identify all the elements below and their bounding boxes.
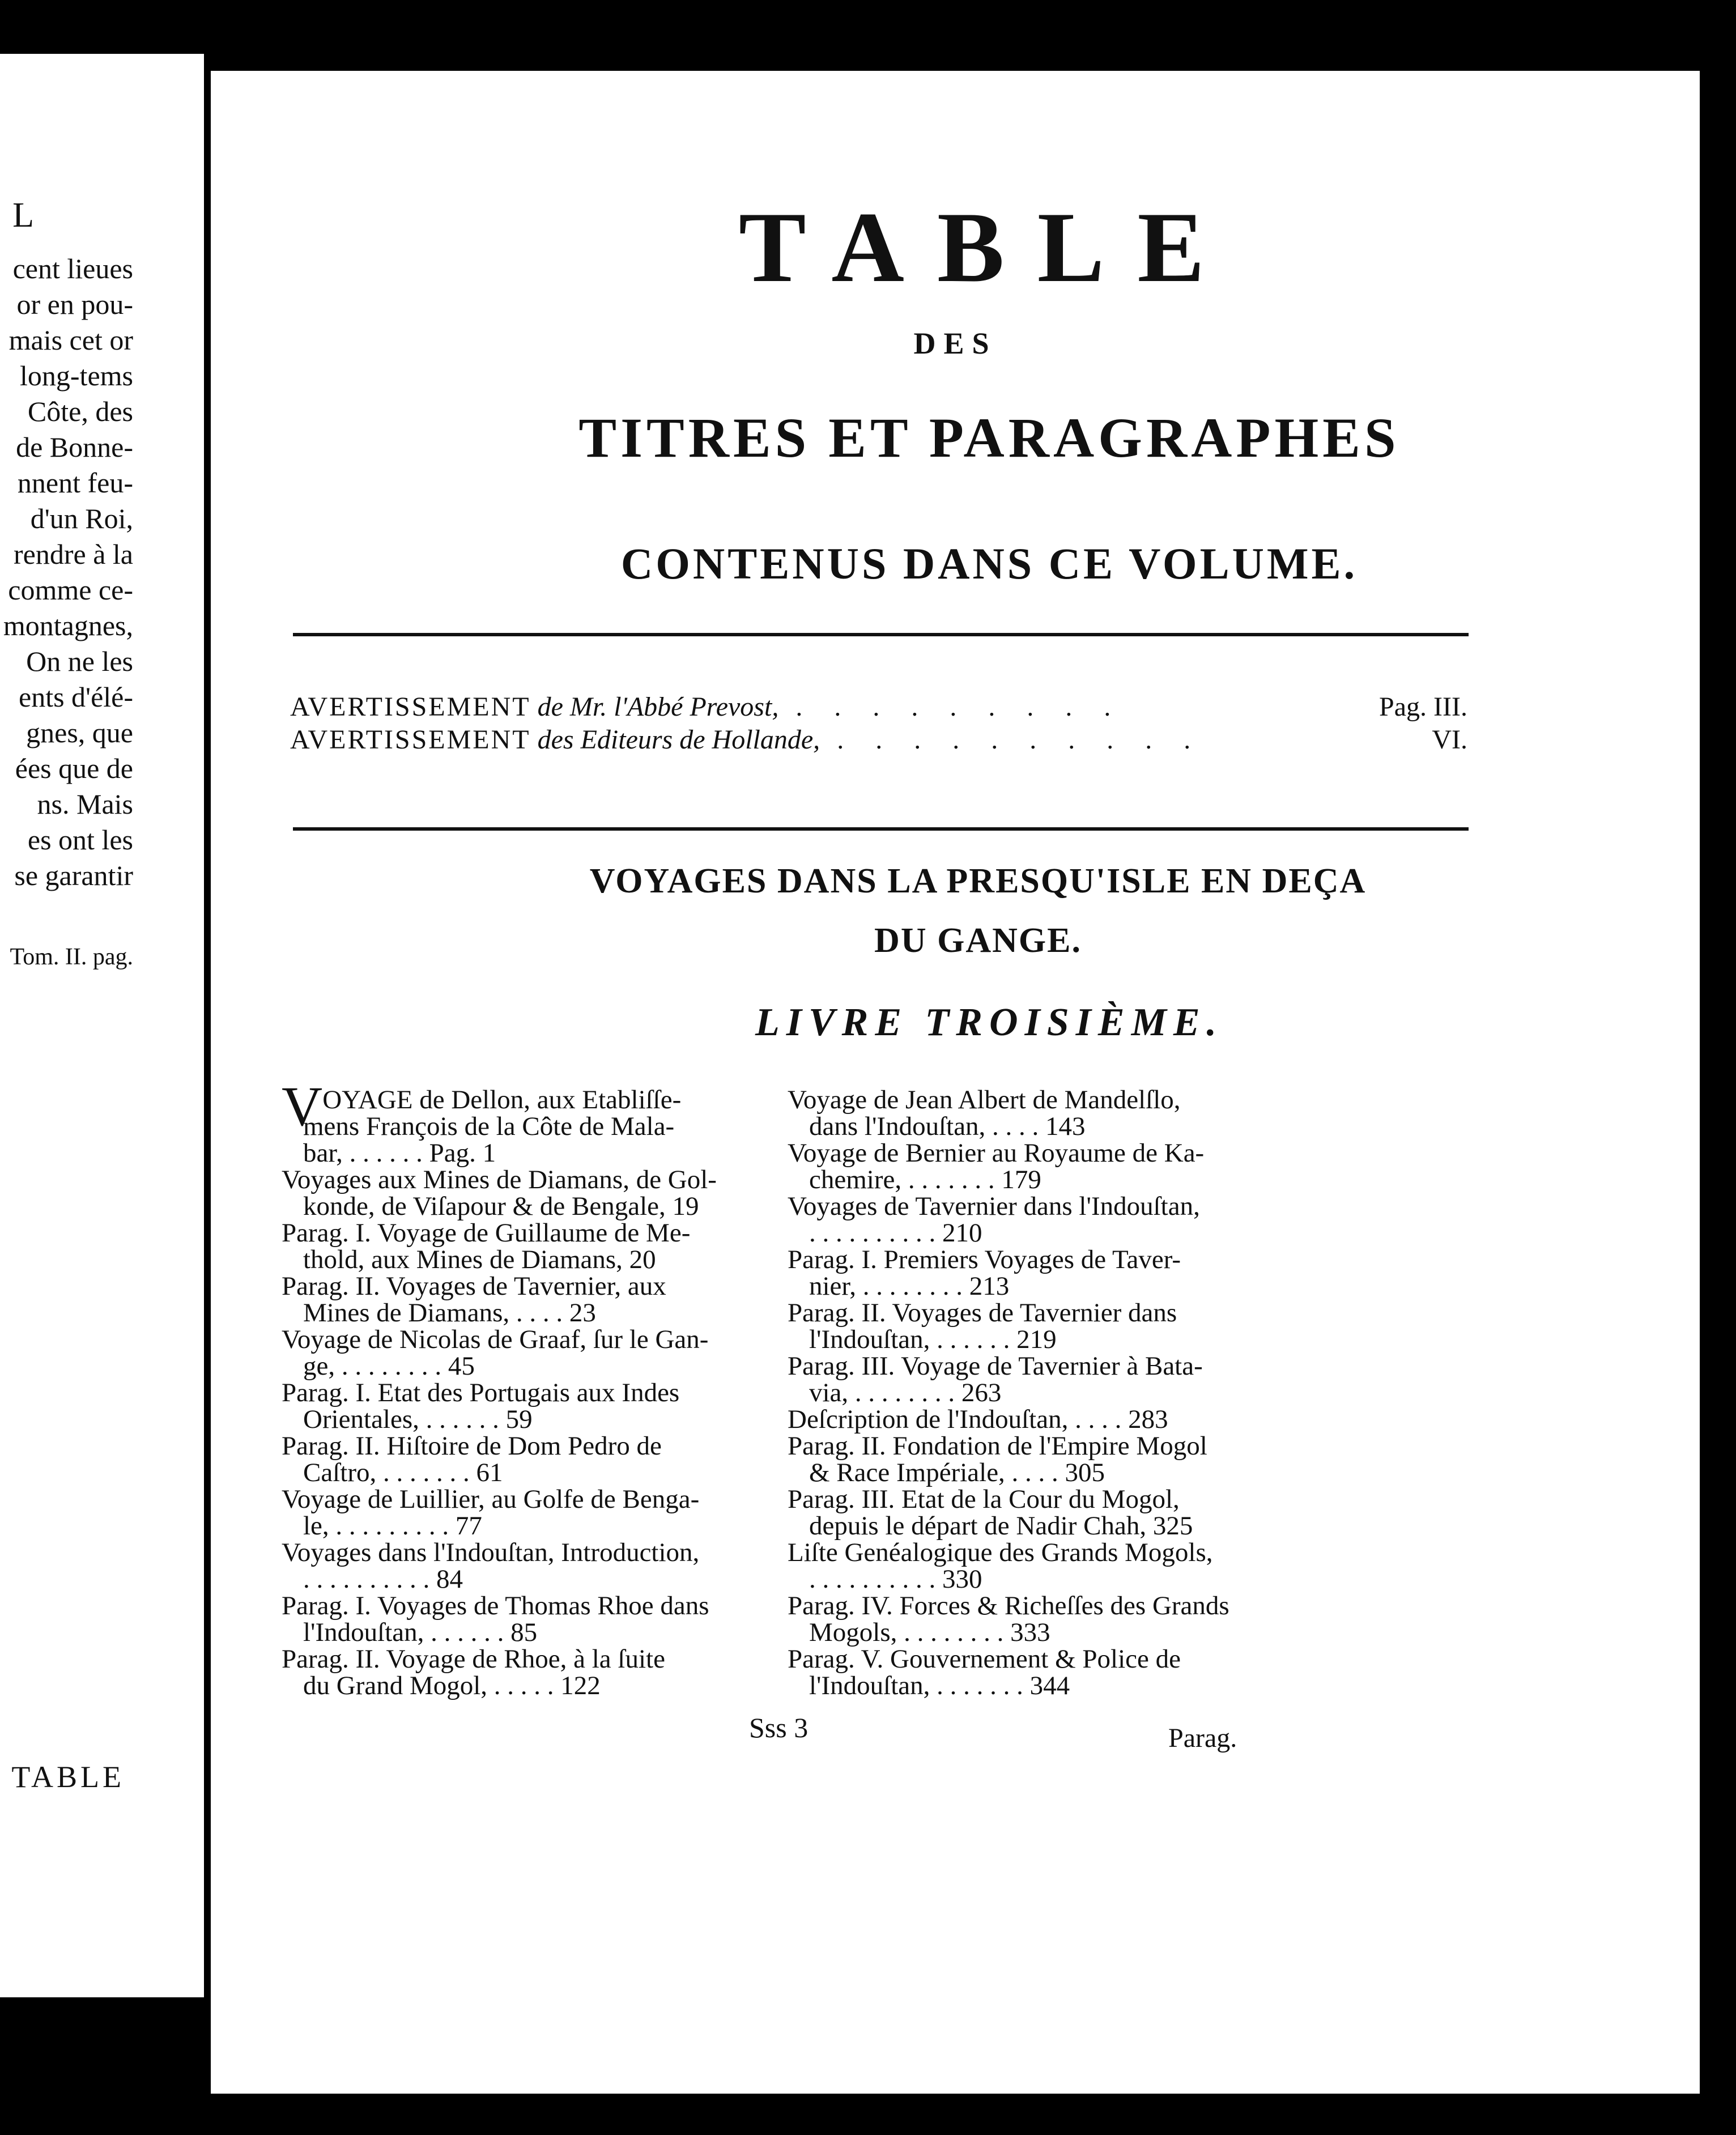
previous-page-line: gnes, que bbox=[26, 717, 133, 748]
toc-entry: Liſte Genéalogique des Grands Mogols, bbox=[788, 1538, 1213, 1567]
toc-entry: Parag. II. Hiſtoire de Dom Pedro de bbox=[282, 1431, 662, 1461]
signature-mark: Sss 3 bbox=[749, 1712, 809, 1743]
catchword: TABLE bbox=[11, 1760, 125, 1794]
toc-entry-text: OYAGE de Dellon, aux Etabliſſe- bbox=[322, 1085, 682, 1115]
toc-entry-continued: dans l'Indouſtan, . . . . 143 bbox=[809, 1112, 1086, 1141]
toc-entry: Parag. I. Premiers Voyages de Taver- bbox=[788, 1245, 1181, 1274]
previous-page bbox=[0, 54, 204, 1997]
toc-entry: Voyages dans l'Indouſtan, Introduction, bbox=[282, 1538, 700, 1567]
toc-entry-continued: ge, . . . . . . . . 45 bbox=[303, 1351, 475, 1381]
divider-top bbox=[293, 633, 1469, 636]
subtitle-contenus bbox=[211, 538, 1700, 589]
toc-entry-continued: mens François de la Côte de Mala- bbox=[303, 1112, 675, 1141]
toc-entry-continued: thold, aux Mines de Diamans, 20 bbox=[303, 1245, 656, 1274]
toc-entry: Parag. II. Voyage de Rhoe, à la ſuite bbox=[282, 1644, 665, 1674]
toc-entry-continued: bar, . . . . . . Pag. 1 bbox=[303, 1138, 496, 1168]
avertissement-label: AVERTISSEMENT bbox=[290, 725, 531, 755]
toc-entry-continued: Caſtro, . . . . . . . 61 bbox=[303, 1458, 503, 1487]
toc-entry: Voyage de Jean Albert de Mandelſlo, bbox=[788, 1085, 1181, 1115]
toc-entry: Parag. II. Voyages de Tavernier, aux bbox=[282, 1271, 666, 1301]
avertissement-title: de Mr. l'Abbé Prevost, bbox=[530, 692, 779, 722]
subtitle: TITRES ET PARAGRAPHES bbox=[578, 406, 1400, 469]
toc-entry-continued: Mines de Diamans, . . . . 23 bbox=[303, 1298, 596, 1328]
toc-entry: Parag. IV. Forces & Richeſſes des Grands bbox=[788, 1591, 1229, 1621]
toc-entry: Parag. II. Fondation de l'Empire Mogol bbox=[788, 1431, 1207, 1461]
toc-entry-continued: l'Indouſtan, . . . . . . . 344 bbox=[809, 1671, 1070, 1700]
toc-entry: Voyages aux Mines de Diamans, de Gol- bbox=[282, 1165, 717, 1194]
toc-entry-continued: via, . . . . . . . . 263 bbox=[809, 1378, 1002, 1407]
page-header-fragment: L bbox=[12, 196, 34, 235]
toc-entry-continued: l'Indouſtan, . . . . . . 219 bbox=[809, 1325, 1057, 1354]
leader-dots: . . . . . . . . . . bbox=[837, 725, 1203, 755]
book-heading: LIVRE TROISIÈME. bbox=[755, 1001, 1224, 1044]
drop-cap: V bbox=[282, 1075, 323, 1138]
table-of-contents-page bbox=[211, 71, 1700, 2094]
previous-page-line: long-tems bbox=[20, 360, 133, 392]
previous-page-line: ents d'élé- bbox=[19, 681, 133, 713]
subtitle-contenus-text: CONTENUS DANS CE VOLUME. bbox=[620, 539, 1358, 588]
previous-page-line: comme ce- bbox=[8, 574, 133, 606]
previous-page-line: d'un Roi, bbox=[30, 503, 133, 534]
avertissement-entry bbox=[290, 724, 1203, 755]
toc-entry: Parag. III. Etat de la Cour du Mogol, bbox=[788, 1485, 1180, 1514]
previous-page-line: de Bonne- bbox=[16, 431, 133, 463]
toc-entry: Voyages de Tavernier dans l'Indouſtan, bbox=[788, 1192, 1200, 1221]
footnote-fragment: Tom. II. pag. bbox=[10, 944, 133, 970]
avertissement-page: Pag. III. bbox=[1379, 692, 1467, 722]
avertissement-title: des Editeurs de Hollande, bbox=[530, 725, 820, 755]
previous-page-line: nnent feu- bbox=[17, 467, 133, 499]
divider-bottom bbox=[293, 827, 1469, 831]
toc-entry-continued: du Grand Mogol, . . . . . 122 bbox=[303, 1671, 601, 1700]
toc-entry: Deſcription de l'Indouſtan, . . . . 283 bbox=[788, 1405, 1168, 1434]
avertissement-entry bbox=[290, 691, 1123, 722]
previous-page-line: rendre à la bbox=[14, 538, 133, 570]
toc-entry: Parag. I. Voyages de Thomas Rhoe dans bbox=[282, 1591, 709, 1621]
previous-page-line: es ont les bbox=[27, 824, 133, 856]
toc-entry-continued: depuis le départ de Nadir Chah, 325 bbox=[809, 1511, 1193, 1541]
page-title: TABLE bbox=[738, 191, 1238, 303]
toc-entry: Voyage de Luillier, au Golfe de Benga- bbox=[282, 1485, 700, 1514]
toc-entry-continued: nier, . . . . . . . . 213 bbox=[809, 1271, 1010, 1301]
section-heading-line2: DU GANGE. bbox=[874, 921, 1082, 960]
section-heading: VOYAGES DANS LA PRESQU'ISLE EN DEÇA bbox=[589, 862, 1367, 900]
previous-page-line: mais cet or bbox=[8, 324, 133, 356]
toc-entry: Parag. V. Gouvernement & Police de bbox=[788, 1644, 1181, 1674]
toc-entry: Voyage de Nicolas de Graaf, ſur le Gan- bbox=[282, 1325, 709, 1354]
previous-page-line: or en pou- bbox=[16, 288, 133, 320]
previous-page-line: ns. Mais bbox=[37, 788, 133, 820]
toc-entry-continued: & Race Impériale, . . . . 305 bbox=[809, 1458, 1105, 1487]
previous-page-line: Côte, des bbox=[27, 395, 133, 427]
toc-entry-continued: . . . . . . . . . . 210 bbox=[809, 1218, 982, 1248]
toc-entry-continued: le, . . . . . . . . . 77 bbox=[303, 1511, 482, 1541]
leader-dots: . . . . . . . . . bbox=[795, 692, 1124, 722]
toc-entry: Parag. I. Voyage de Guillaume de Me- bbox=[282, 1218, 691, 1248]
avertissement-label: AVERTISSEMENT bbox=[290, 692, 531, 722]
title-des: DES bbox=[913, 326, 997, 360]
previous-page-line: se garantir bbox=[14, 860, 133, 891]
toc-entry-continued: Mogols, . . . . . . . . 333 bbox=[809, 1618, 1050, 1647]
toc-entry-continued: chemire, . . . . . . . 179 bbox=[809, 1165, 1041, 1194]
previous-page-line: montagnes, bbox=[3, 610, 133, 641]
toc-entry: Voyage de Bernier au Royaume de Ka- bbox=[788, 1138, 1205, 1168]
previous-page-line: cent lieues bbox=[12, 253, 133, 284]
catchword: Parag. bbox=[1168, 1723, 1237, 1753]
previous-page-line: ées que de bbox=[15, 752, 133, 784]
toc-entry-continued: konde, de Viſapour & de Bengale, 19 bbox=[303, 1192, 699, 1221]
toc-entry-continued: l'Indouſtan, . . . . . . 85 bbox=[303, 1618, 538, 1647]
toc-entry: Parag. I. Etat des Portugais aux Indes bbox=[282, 1378, 680, 1407]
avertissement-page: VI. bbox=[1432, 725, 1467, 755]
toc-entry: Parag. II. Voyages de Tavernier dans bbox=[788, 1298, 1177, 1328]
previous-page-line: On ne les bbox=[26, 645, 133, 677]
toc-entry-continued: . . . . . . . . . . 330 bbox=[809, 1564, 982, 1594]
toc-entry: Parag. III. Voyage de Tavernier à Bata- bbox=[788, 1351, 1203, 1381]
toc-entry-continued: . . . . . . . . . . 84 bbox=[303, 1564, 463, 1594]
toc-entry-continued: Orientales, . . . . . . 59 bbox=[303, 1405, 533, 1434]
